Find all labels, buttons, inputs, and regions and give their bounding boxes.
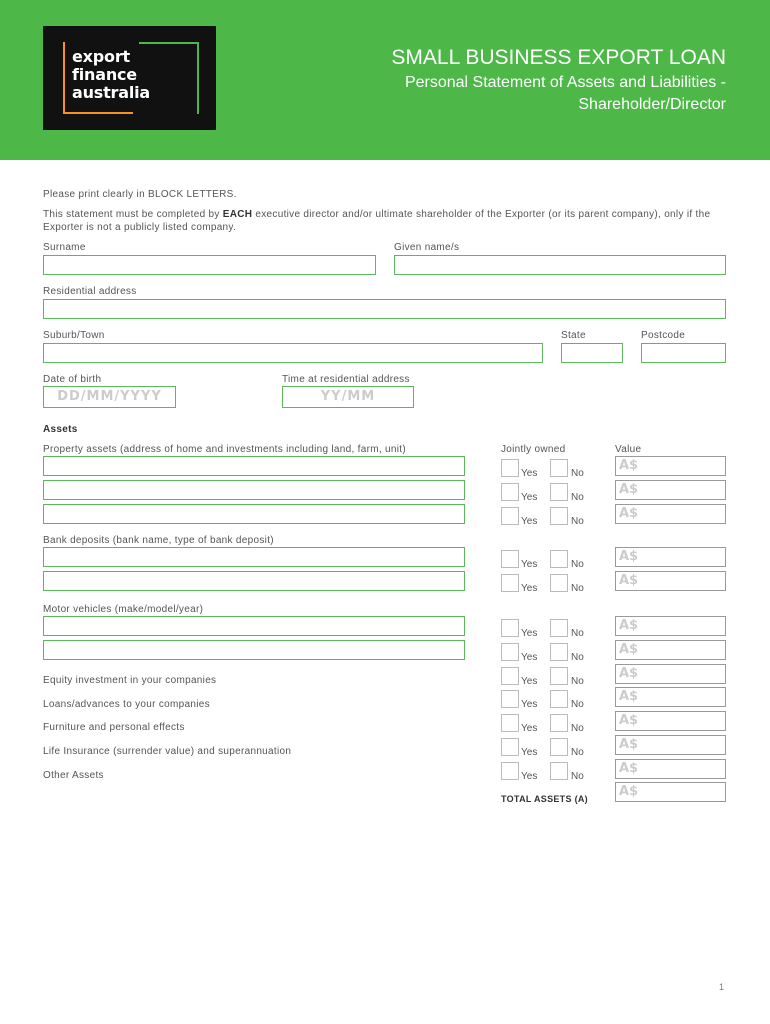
bank-deposit-field[interactable] [43,571,465,591]
jointly-no-checkbox[interactable] [550,667,568,685]
jointly-no-checkbox[interactable] [550,459,568,477]
currency-prefix: A$ [619,573,639,588]
yes-label: Yes [521,559,538,570]
no-label: No [571,699,584,710]
surname-label: Surname [43,242,86,253]
jointly-yes-checkbox[interactable] [501,574,519,592]
asset-value-field[interactable] [615,759,726,779]
efa-logo [43,26,216,130]
no-label: No [571,747,584,758]
jointly-yes-checkbox[interactable] [501,643,519,661]
furniture-label: Furniture and personal effects [43,722,185,733]
jointly-no-checkbox[interactable] [550,574,568,592]
yes-label: Yes [521,747,538,758]
address-field[interactable] [43,299,726,319]
jointly-no-checkbox[interactable] [550,762,568,780]
state-label: State [561,330,586,341]
currency-prefix: A$ [619,737,639,752]
no-label: No [571,723,584,734]
address-label: Residential address [43,286,137,297]
jointly-yes-checkbox[interactable] [501,762,519,780]
property-asset-field[interactable] [43,480,465,500]
page-number: 1 [719,982,725,992]
currency-prefix: A$ [619,784,639,799]
dob-label: Date of birth [43,374,102,385]
yes-label: Yes [521,583,538,594]
jointly-yes-checkbox[interactable] [501,459,519,477]
loans-advances-label: Loans/advances to your companies [43,699,210,710]
asset-value-field[interactable] [615,616,726,636]
jointly-yes-checkbox[interactable] [501,550,519,568]
time-at-address-field[interactable]: YY/MM [282,386,414,408]
currency-prefix: A$ [619,549,639,564]
yes-label: Yes [521,628,538,639]
currency-prefix: A$ [619,482,639,497]
yes-label: Yes [521,723,538,734]
yes-label: Yes [521,468,538,479]
jointly-no-checkbox[interactable] [550,550,568,568]
jointly-yes-checkbox[interactable] [501,619,519,637]
property-asset-field[interactable] [43,456,465,476]
no-label: No [571,771,584,782]
asset-value-field[interactable] [615,571,726,591]
state-field[interactable] [561,343,623,363]
no-label: No [571,516,584,527]
asset-value-field[interactable] [615,664,726,684]
intro-instruction: Please print clearly in BLOCK LETTERS. [43,189,237,200]
equity-investment-label: Equity investment in your companies [43,675,217,686]
asset-value-field[interactable] [615,456,726,476]
no-label: No [571,468,584,479]
currency-prefix: A$ [619,642,639,657]
given-names-field[interactable] [394,255,726,275]
asset-value-field[interactable] [615,711,726,731]
life-insurance-label: Life Insurance (surrender value) and superannuation [43,746,292,757]
property-asset-field[interactable] [43,504,465,524]
intro-statement [43,208,728,234]
assets-heading: Assets [43,424,78,435]
page-title: SMALL BUSINESS EXPORT LOAN [391,46,726,69]
yes-label: Yes [521,676,538,687]
postcode-label: Postcode [641,330,686,341]
asset-value-field[interactable] [615,480,726,500]
intro-statement-start: This statement must be completed by [43,209,223,220]
asset-value-field[interactable] [615,735,726,755]
no-label: No [571,628,584,639]
dob-field[interactable]: DD/MM/YYYY [43,386,176,408]
surname-field[interactable] [43,255,376,275]
asset-value-field[interactable] [615,687,726,707]
currency-prefix: A$ [619,618,639,633]
page-subtitle: Personal Statement of Assets and Liabilities - Shareholder/Director [404,74,726,113]
bank-deposit-field[interactable] [43,547,465,567]
asset-value-field[interactable] [615,640,726,660]
jointly-owned-header: Jointly owned [501,444,566,455]
yes-label: Yes [521,699,538,710]
yes-label: Yes [521,652,538,663]
jointly-no-checkbox[interactable] [550,619,568,637]
intro-statement-end: executive director and/or ultimate shareholder of the Exporter (or its parent company), only if the Exporter is not a publicly listed company. [43,209,711,233]
given-names-label: Given name/s [394,242,460,253]
currency-prefix: A$ [619,506,639,521]
jointly-no-checkbox[interactable] [550,714,568,732]
jointly-yes-checkbox[interactable] [501,690,519,708]
jointly-yes-checkbox[interactable] [501,667,519,685]
logo-wordmark [72,48,150,102]
motor-vehicles-label: Motor vehicles (make/model/year) [43,604,204,615]
postcode-field[interactable] [641,343,726,363]
no-label: No [571,652,584,663]
bank-deposits-label: Bank deposits (bank name, type of bank deposit) [43,535,274,546]
currency-prefix: A$ [619,458,639,473]
jointly-no-checkbox[interactable] [550,507,568,525]
currency-prefix: A$ [619,713,639,728]
currency-prefix: A$ [619,761,639,776]
total-assets-field[interactable] [615,782,726,802]
jointly-no-checkbox[interactable] [550,643,568,661]
yes-label: Yes [521,516,538,527]
currency-prefix: A$ [619,666,639,681]
asset-value-field[interactable] [615,504,726,524]
value-header: Value [615,444,642,455]
yes-label: Yes [521,492,538,503]
jointly-yes-checkbox[interactable] [501,507,519,525]
suburb-label: Suburb/Town [43,330,105,341]
logo-line-2: finance [72,65,137,84]
property-assets-label: Property assets (address of home and investments including land, farm, unit) [43,444,406,455]
currency-prefix: A$ [619,689,639,704]
yes-label: Yes [521,771,538,782]
intro-statement-each: EACH [222,209,253,220]
total-assets-label: TOTAL ASSETS (A) [501,794,588,804]
header-banner [0,0,770,160]
other-assets-label: Other Assets [43,770,104,781]
jointly-no-checkbox[interactable] [550,690,568,708]
no-label: No [571,492,584,503]
no-label: No [571,676,584,687]
no-label: No [571,559,584,570]
jointly-no-checkbox[interactable] [550,738,568,756]
no-label: No [571,583,584,594]
jointly-yes-checkbox[interactable] [501,714,519,732]
jointly-yes-checkbox[interactable] [501,738,519,756]
motor-vehicle-field[interactable] [43,616,465,636]
suburb-field[interactable] [43,343,543,363]
time-at-address-label: Time at residential address [282,374,410,385]
jointly-yes-checkbox[interactable] [501,483,519,501]
motor-vehicle-field[interactable] [43,640,465,660]
logo-line-3: australia [72,83,151,102]
asset-value-field[interactable] [615,547,726,567]
logo-line-1: export [72,47,130,66]
jointly-no-checkbox[interactable] [550,483,568,501]
